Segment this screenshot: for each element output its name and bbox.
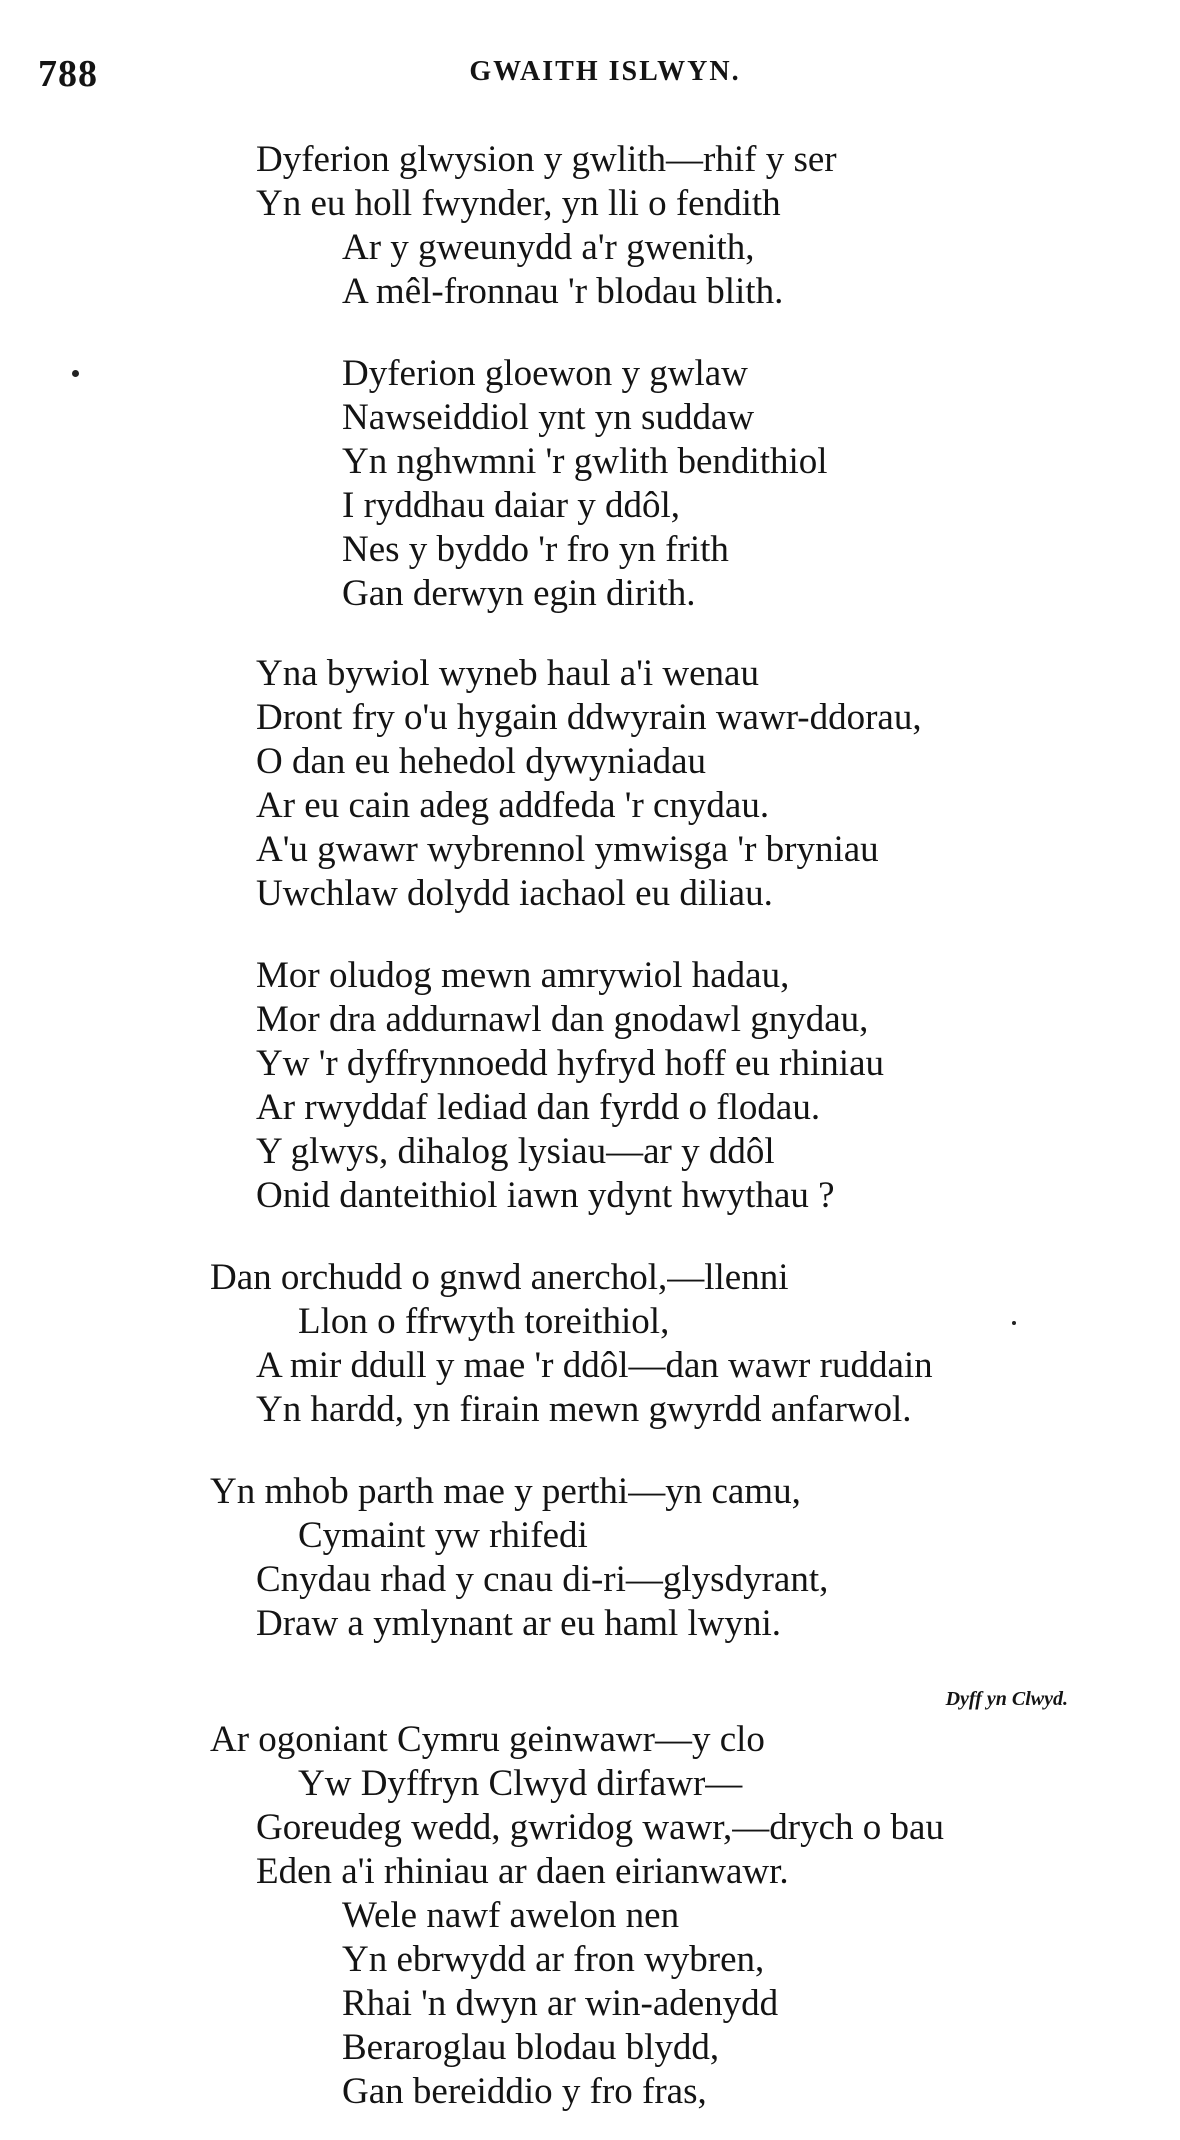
poem-line: Onid danteithiol iawn ydynt hwythau ? — [256, 1175, 835, 1216]
poem-line: Ar eu cain adeg addfeda 'r cnydau. — [256, 785, 770, 826]
poem-line: A mêl-fronnau 'r blodau blith. — [342, 271, 784, 312]
poem-line: Eden a'i rhiniau ar daen eirianwawr. — [256, 1851, 789, 1892]
running-title: GWAITH ISLWYN. — [469, 56, 741, 87]
poem-line: Y glwys, dihalog lysiau—ar y ddôl — [256, 1131, 775, 1172]
poem-line: Ar rwyddaf lediad dan fyrdd o flodau. — [256, 1087, 821, 1128]
poem-line: A mir ddull y mae 'r ddôl—dan wawr ruddain — [256, 1345, 933, 1386]
poem-line: Yw 'r dyffrynnoedd hyfryd hoff eu rhiniau — [256, 1043, 884, 1084]
page-number: 788 — [38, 53, 98, 95]
poem-line: I ryddhau daiar y ddôl, — [342, 485, 681, 526]
poem-line: Ar ogoniant Cymru geinwawr—y clo — [210, 1719, 765, 1760]
poem-line: Cnydau rhad y cnau di-ri—glysdyrant, — [256, 1559, 829, 1600]
poem-line: Nes y byddo 'r fro yn frith — [342, 529, 729, 570]
poem-line: Cymaint yw rhifedi — [298, 1515, 588, 1556]
poem-line: Rhai 'n dwyn ar win-adenydd — [342, 1983, 779, 2024]
poem-line: Goreudeg wedd, gwridog wawr,—drych o bau — [256, 1807, 944, 1848]
poem-line: Yn ebrwydd ar fron wybren, — [342, 1939, 765, 1980]
poem-line: Ar y gweunydd a'r gwenith, — [342, 227, 755, 268]
poem-line: Yn eu holl fwynder, yn lli o fendith — [256, 183, 781, 224]
poem-line: Gan bereiddio y fro fras, — [342, 2071, 707, 2112]
poem-line: Nawseiddiol ynt yn suddaw — [342, 397, 755, 438]
poem-line: Yw Dyffryn Clwyd dirfawr— — [298, 1763, 743, 1804]
poem-line: A'u gwawr wybrennol ymwisga 'r bryniau — [256, 829, 879, 870]
poem-line: Dan orchudd o gnwd anerchol,—llenni — [210, 1257, 789, 1298]
poem-line: Draw a ymlynant ar eu haml lwyni. — [256, 1603, 782, 1644]
poem-line: Mor oludog mewn amrywiol hadau, — [256, 955, 790, 996]
poem-line: Beraroglau blodau blydd, — [342, 2027, 720, 2068]
poem-line: Uwchlaw dolydd iachaol eu diliau. — [256, 873, 773, 914]
stray-ink-dot — [1012, 1321, 1016, 1325]
poem-line: Yn mhob parth mae y perthi—yn camu, — [210, 1471, 801, 1512]
poem-line: Gan derwyn egin dirith. — [342, 573, 696, 614]
poem-line: Mor dra addurnawl dan gnodawl gnydau, — [256, 999, 869, 1040]
poem-line: Dyferion gloewon y gwlaw — [342, 353, 748, 394]
poem-line: Yn nghwmni 'r gwlith bendithiol — [342, 441, 828, 482]
poem-line: Dront fry o'u hygain ddwyrain wawr-ddorau, — [256, 697, 922, 738]
poem-line: Yna bywiol wyneb haul a'i wenau — [256, 653, 759, 694]
poem-line: O dan eu hehedol dywyniadau — [256, 741, 707, 782]
poem-line: Yn hardd, yn firain mewn gwyrdd anfarwol. — [256, 1389, 912, 1430]
poem-line: Dyferion glwysion y gwlith—rhif y ser — [256, 139, 837, 180]
section-subheading: Dyff yn Clwyd. — [945, 1688, 1068, 1710]
poem-line: Llon o ffrwyth toreithiol, — [298, 1301, 670, 1342]
poem-line: Wele nawf awelon nen — [342, 1895, 680, 1936]
stray-ink-dot — [72, 370, 79, 377]
